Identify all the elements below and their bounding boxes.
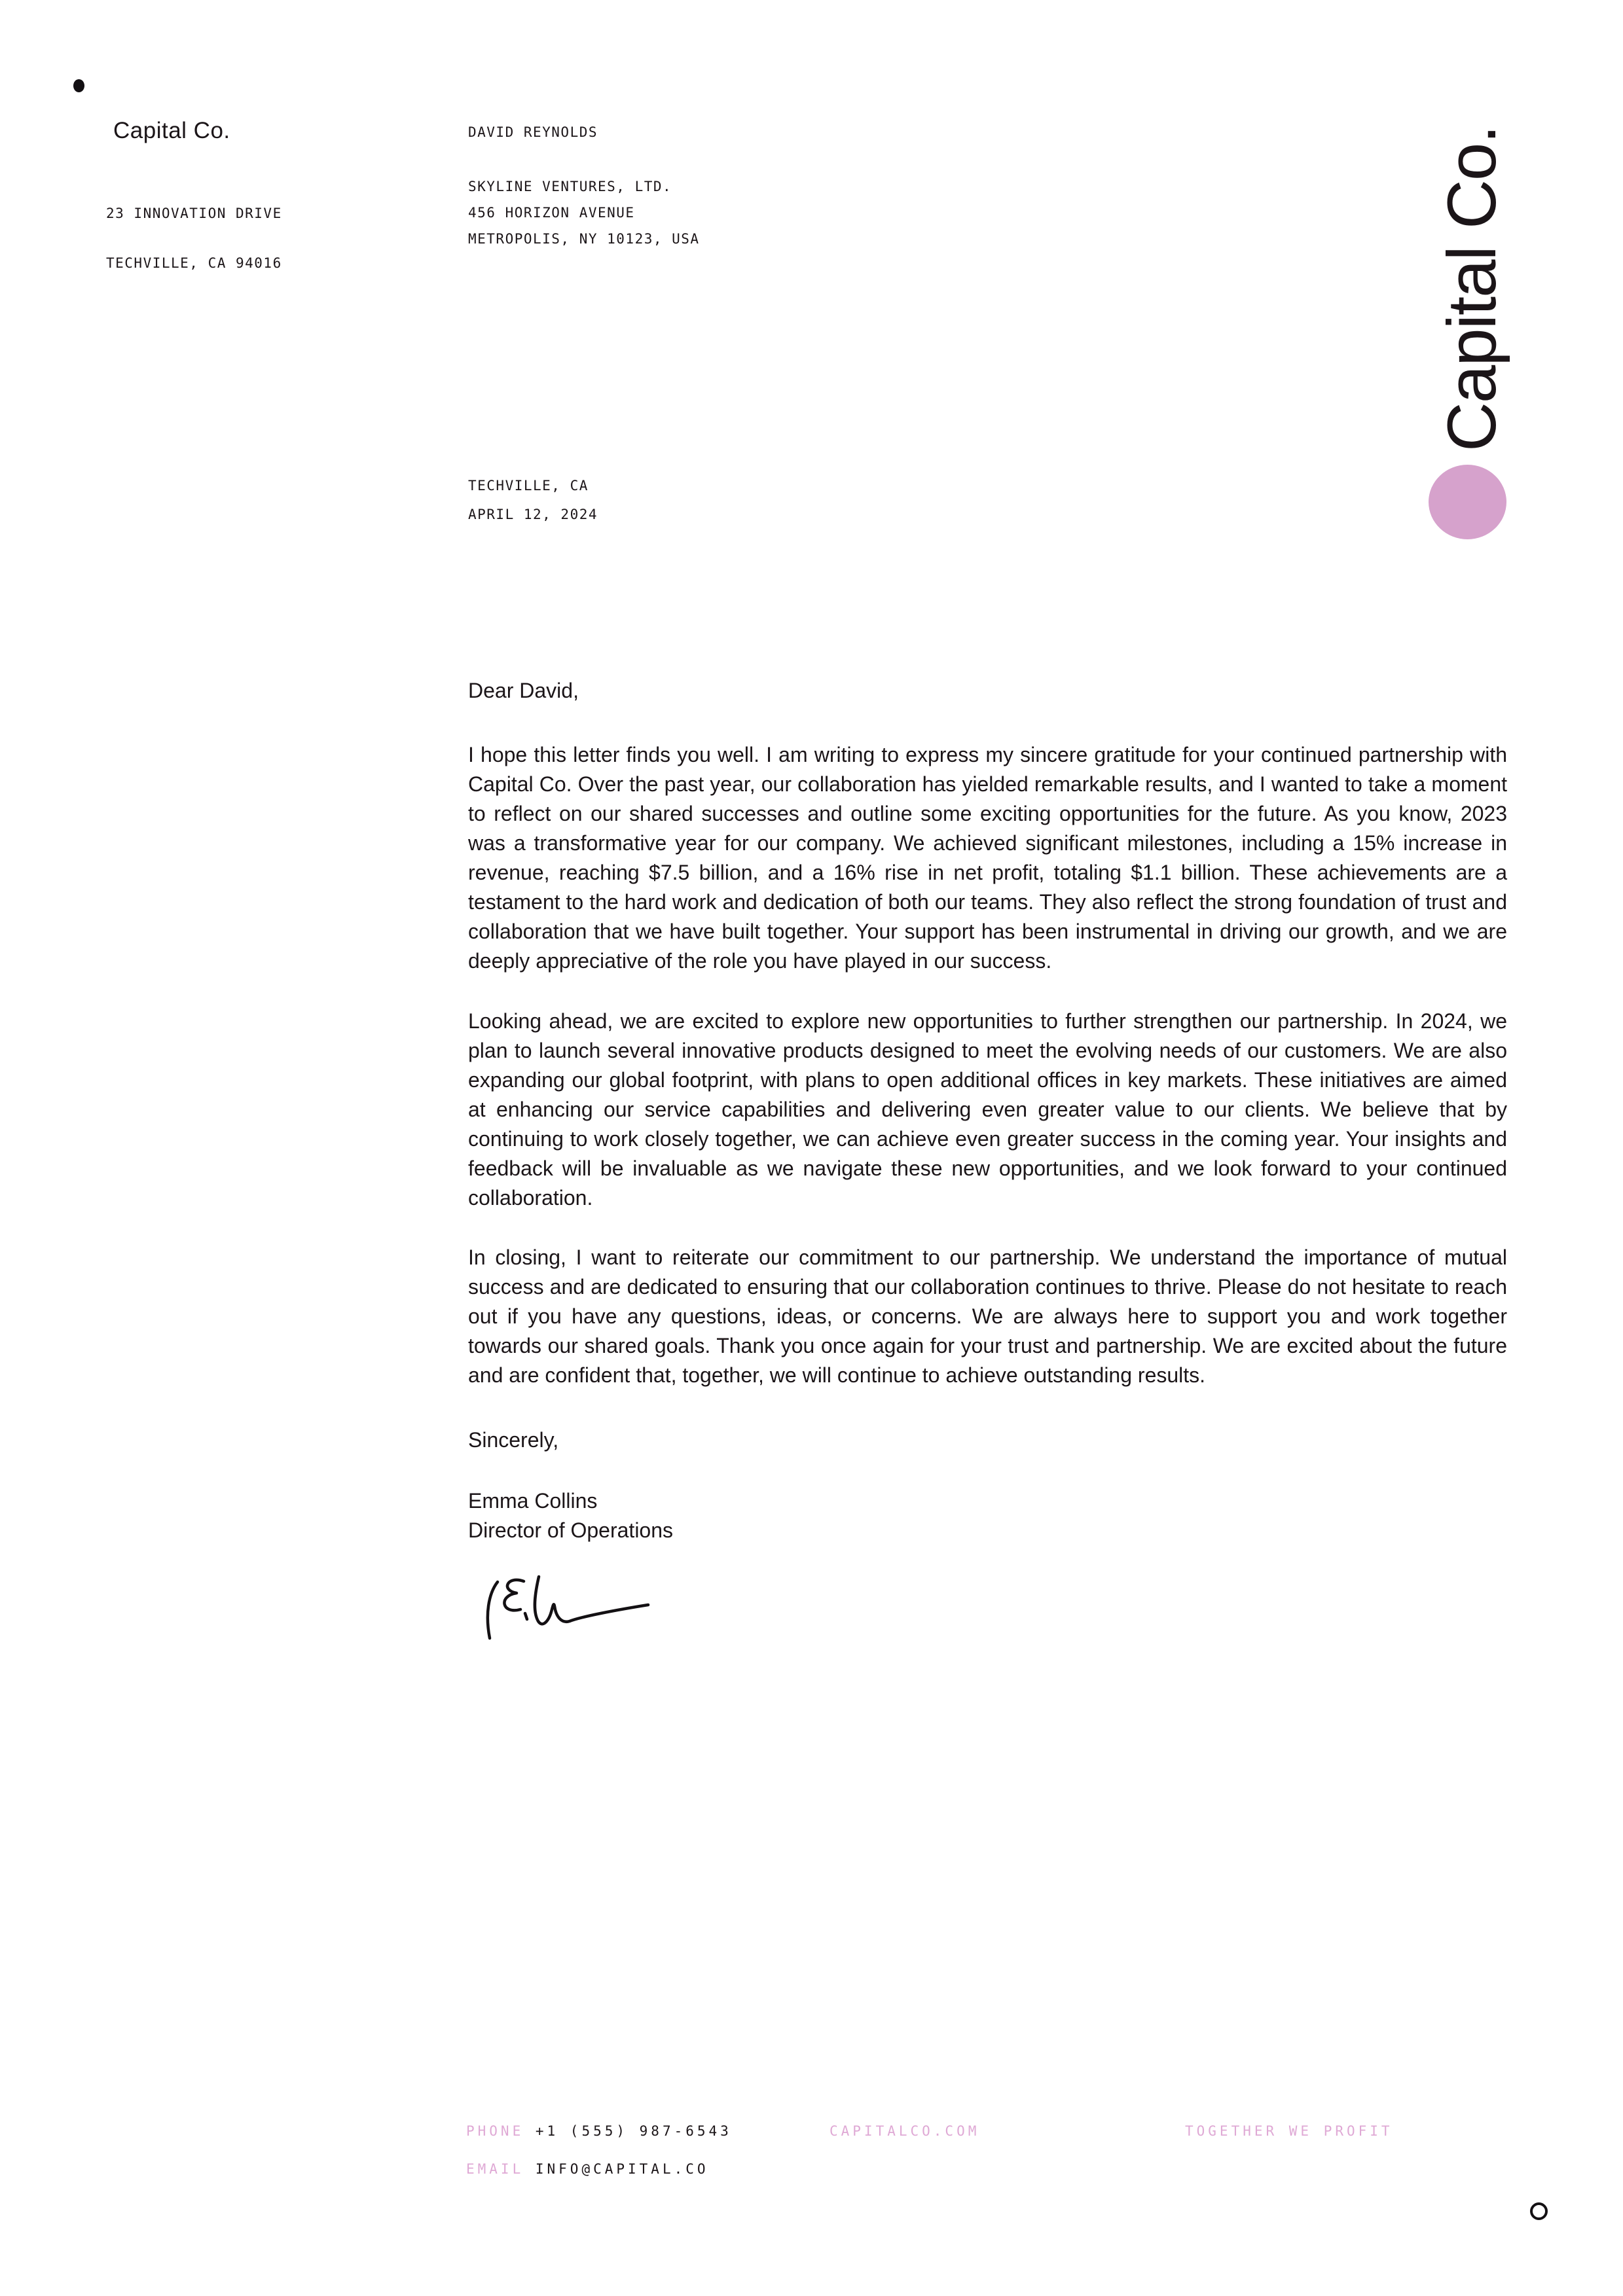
closing: Sincerely, [468,1428,559,1452]
phone-value: +1 (555) 987-6543 [535,2123,732,2139]
ring-mark-icon [1530,2202,1548,2220]
recipient-city: METROPOLIS, NY 10123, USA [468,231,700,247]
phone-label: PHONE [466,2123,524,2139]
brand-circle-icon [1429,465,1506,539]
dateline-location: TECHVILLE, CA [468,478,589,493]
signature-block [468,1486,1507,1545]
email-value: INFO@CAPITAL.CO [535,2161,709,2177]
corner-dot-icon [73,79,84,92]
paragraph-2: Looking ahead, we are excited to explore new opportunities to further strengthen our partnership. In 2024, we plan to launch several innovative products designed to meet the evolving needs of our customers. We are also expanding our global footprint, with plans to open additional offices in key markets. These initiatives are aimed at enhancing our service capabilities and delivering even greater value to our clients. We believe that by continuing to work closely together, we can achieve even greater success in the coming year. Your insights and feedback will be invaluable as we navigate these new opportunities, and we look forward to your continued collaboration. [468,1009,1507,1210]
letter-body [468,676,1507,1545]
signer-name: Emma Collins [468,1489,598,1513]
recipient-address [468,173,700,252]
sender-address [106,176,282,300]
signature-icon [482,1573,655,1641]
company-logo: Capital Co. [113,118,230,143]
recipient-name: DAVID REYNOLDS [468,124,598,140]
footer-website: CAPITALCO.COM [830,2123,980,2139]
recipient-street: 456 HORIZON AVENUE [468,205,635,221]
salutation: Dear David, [468,679,579,702]
paragraph-1: I hope this letter finds you well. I am writing to express my sincere gratitude for your continued partnership with Capital Co. Over the past year, our collaboration has yielded remarkable results, and I wanted to take a moment to reflect on our shared successes and outline some exciting opportunities for the future. As you know, 2023 was a transformative year for our company. We achieved significant milestones, including a 15% increase in revenue, reaching $7.5 billion, and a 16% rise in net profit, totaling $1.1 billion. These achievements are a testament to the hard work and dedication of both our teams. They also reflect the strong foundation of trust and collaboration that we have built together. Your support has been instrumental in driving our growth, and we are deeply appreciative of the role you have played in our success. [468,743,1507,973]
recipient-company-name: SKYLINE VENTURES, LTD. [468,179,672,194]
footer-phone [466,2123,732,2140]
footer-email [466,2161,709,2178]
dateline [468,471,598,529]
dateline-date: APRIL 12, 2024 [468,507,598,522]
footer-tagline: TOGETHER WE PROFIT [1185,2123,1393,2139]
signer-title: Director of Operations [468,1518,674,1542]
email-label: EMAIL [466,2161,524,2177]
vertical-brand-logo: Capital Co. [1434,126,1510,452]
sender-address-line1: 23 INNOVATION DRIVE [106,206,282,221]
sender-address-line2: TECHVILLE, CA 94016 [106,255,282,271]
paragraph-3: In closing, I want to reiterate our commitment to our partnership. We understand the importance of mutual success and are dedicated to ensuring that our collaboration continues to thrive. Please do not hesitate to reach out if you have any questions, ideas, or concerns. We are always here to support you and work together towards our shared goals. Thank you once again for your trust and partnership. We are excited about the future and are confident that, together, we will continue to achieve outstanding results. [468,1246,1507,1387]
